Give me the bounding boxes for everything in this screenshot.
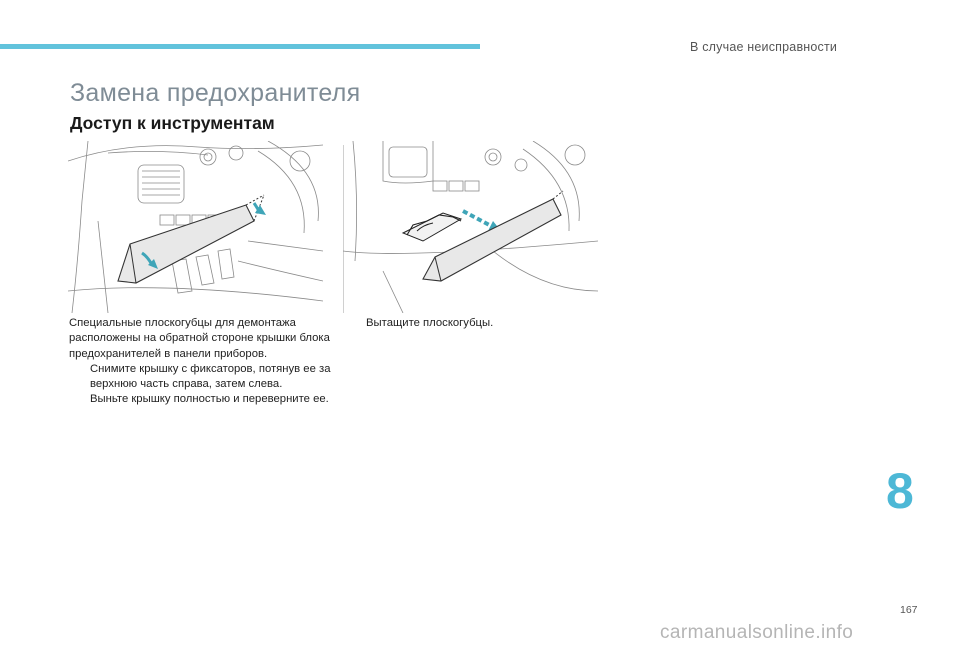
page-title: Замена предохранителя bbox=[70, 79, 361, 107]
list-item-text: Выньте крышку полностью и переверните ее. bbox=[90, 393, 329, 406]
list-item-text: Вытащите плоскогубцы. bbox=[366, 317, 494, 329]
list-item bbox=[69, 362, 331, 393]
header-accent-bar bbox=[0, 44, 480, 49]
list-item bbox=[69, 392, 331, 407]
intro-paragraph: Специальные плоскогубцы для демонтажа расположены на обратной стороне крышки блока предохранителей в панели приборов. bbox=[69, 317, 330, 360]
left-column-text bbox=[69, 316, 331, 408]
dashboard-line-drawing bbox=[343, 141, 598, 313]
list-item bbox=[345, 316, 605, 331]
section-header: В случае неисправности bbox=[690, 40, 838, 54]
glovebox-cover-removal-illustration bbox=[68, 141, 323, 313]
page-subtitle: Доступ к инструментам bbox=[70, 113, 275, 133]
dashboard-line-drawing bbox=[68, 141, 323, 313]
page-number: 167 bbox=[900, 604, 918, 616]
watermark: carmanualsonline.info bbox=[660, 622, 854, 643]
right-column-text bbox=[345, 316, 605, 331]
chapter-number: 8 bbox=[886, 463, 914, 519]
list-item-text: Снимите крышку с фиксаторов, потянув ее за верхнюю часть справа, затем слева. bbox=[90, 362, 331, 391]
pliers-removal-illustration bbox=[343, 141, 598, 313]
